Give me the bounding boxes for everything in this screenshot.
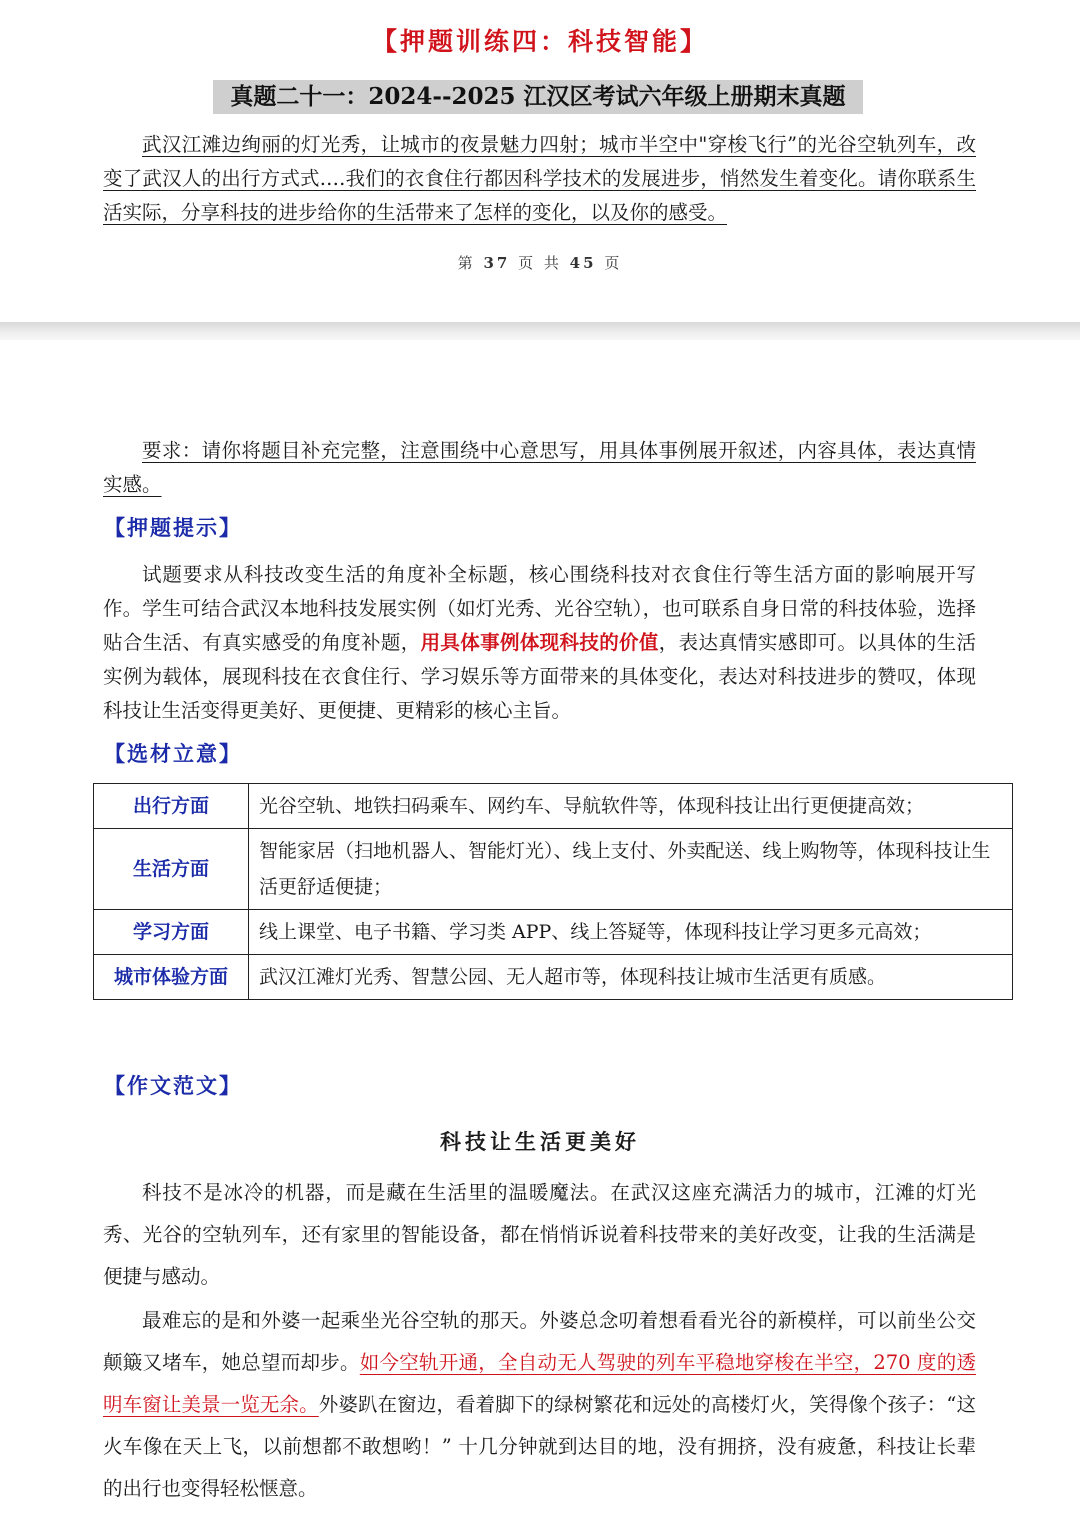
table-row xyxy=(94,829,1013,910)
essay-text-2: 外婆趴在窗边，看着脚下的绿树繁花和远处的高楼灯火，笑得像个孩子：“这火车像在天上飞，以前想都不敢想哟！” 十几分钟就到达目的地，没有拥挤，没有疲惫，科技让长辈的出行也变得轻松惬意。 xyxy=(103,1393,976,1500)
page-number-current: 37 xyxy=(483,254,511,272)
exam-title: 真题二十一：2024--2025 江汉区考试六年级上册期末真题 xyxy=(213,80,863,114)
prompt-paragraph xyxy=(103,128,976,230)
essay-paragraph-2 xyxy=(103,1300,976,1510)
page-number-prefix: 第 xyxy=(457,254,476,272)
hint-highlight: 用具体事例体现科技的价值 xyxy=(420,631,659,654)
essay-paragraph-1: 科技不是冰冷的机器，而是藏在生活里的温暖魔法。在武汉这座充满活力的城市，江滩的灯光秀、光谷的空轨列车，还有家里的智能设备，都在悄悄诉说着科技带来的美好改变，让我的生活满是便捷与感动。 xyxy=(103,1181,976,1288)
table-row xyxy=(94,784,1013,829)
page-number-total: 45 xyxy=(569,254,597,272)
table-row xyxy=(94,955,1013,1000)
essay-highlight: 如今空轨开通，全自动无人驾驶的列车平稳地穿梭在半空，270 度的透明车窗让美景一览无余。 xyxy=(103,1351,976,1416)
section-title: 【押题训练四：科技智能】 xyxy=(371,27,708,56)
hint-text-2: ，表达真情实感即可。以具体的生活实例为载体，展现科技在衣食住行、学习娱乐等方面带来的具体变化，表达对科技进步的赞叹，体现科技让生活变得更美好、更便捷、更精彩的核心主旨。 xyxy=(103,631,976,722)
essay-text-1: 最难忘的是和外婆一起乘坐光谷空轨的那天。外婆总念叨着想看看光谷的新模样，可以前坐公交颠簸又堵车，她总望而却步。 xyxy=(103,1309,976,1374)
topic-category: 学习方面 xyxy=(94,910,249,955)
requirement-paragraph xyxy=(103,434,976,502)
topic-content: 武汉江滩灯光秀、智慧公园、无人超市等，体现科技让城市生活更有质感。 xyxy=(249,955,1013,1000)
topic-content: 线上课堂、电子书籍、学习类 APP、线上答疑等，体现科技让学习更多元高效； xyxy=(249,910,1013,955)
topic-content: 智能家居（扫地机器人、智能灯光）、线上支付、外卖配送、线上购物等，体现科技让生活更舒适便捷； xyxy=(249,829,1013,910)
table-row xyxy=(94,910,1013,955)
topic-category: 生活方面 xyxy=(94,829,249,910)
requirement-text: 要求：请你将题目补充完整，注意围绕中心意思写，用具体事例展开叙述，内容具体，表达真情实感。 xyxy=(103,439,976,496)
prompt-text: 武汉江滩边绚丽的灯光秀，让城市的夜景魅力四射；城市半空中"穿梭飞行”的光谷空轨列车，改变了武汉人的出行方式式.…我们的衣食住行都因科学技术的发展进步，悄然发生着变化。请你联系生活实际，分享科技的进步给你的生活带来了怎样的变化，以及你的感受。 xyxy=(103,133,976,224)
hint-paragraph xyxy=(103,558,976,728)
hint-heading: 【押题提示】 xyxy=(104,515,242,540)
topic-category: 出行方面 xyxy=(94,784,249,829)
topic-table xyxy=(93,783,1013,1000)
essay-title: 科技让生活更美好 xyxy=(440,1129,640,1154)
page-number-middle: 页 共 xyxy=(518,254,562,272)
topic-content: 光谷空轨、地铁扫码乘车、网约车、导航软件等，体现科技让出行更便捷高效； xyxy=(249,784,1013,829)
document-page-38 xyxy=(0,340,1080,1515)
hint-text-1: 试题要求从科技改变生活的角度补全标题，核心围绕科技对衣食住行等生活方面的影响展开写作。学生可结合武汉本地科技发展实例（如灯光秀、光谷空轨），也可联系自身日常的科技体验，选择贴合生活、有真实感受的角度补题， xyxy=(103,563,976,654)
topic-category: 城市体验方面 xyxy=(94,955,249,1000)
topic-heading: 【选材立意】 xyxy=(104,741,242,766)
essay-heading: 【作文范文】 xyxy=(104,1073,242,1098)
page-separator xyxy=(0,322,1080,340)
document-page-37 xyxy=(0,0,1080,322)
page-number-suffix: 页 xyxy=(604,254,623,272)
page-number xyxy=(0,252,1080,273)
